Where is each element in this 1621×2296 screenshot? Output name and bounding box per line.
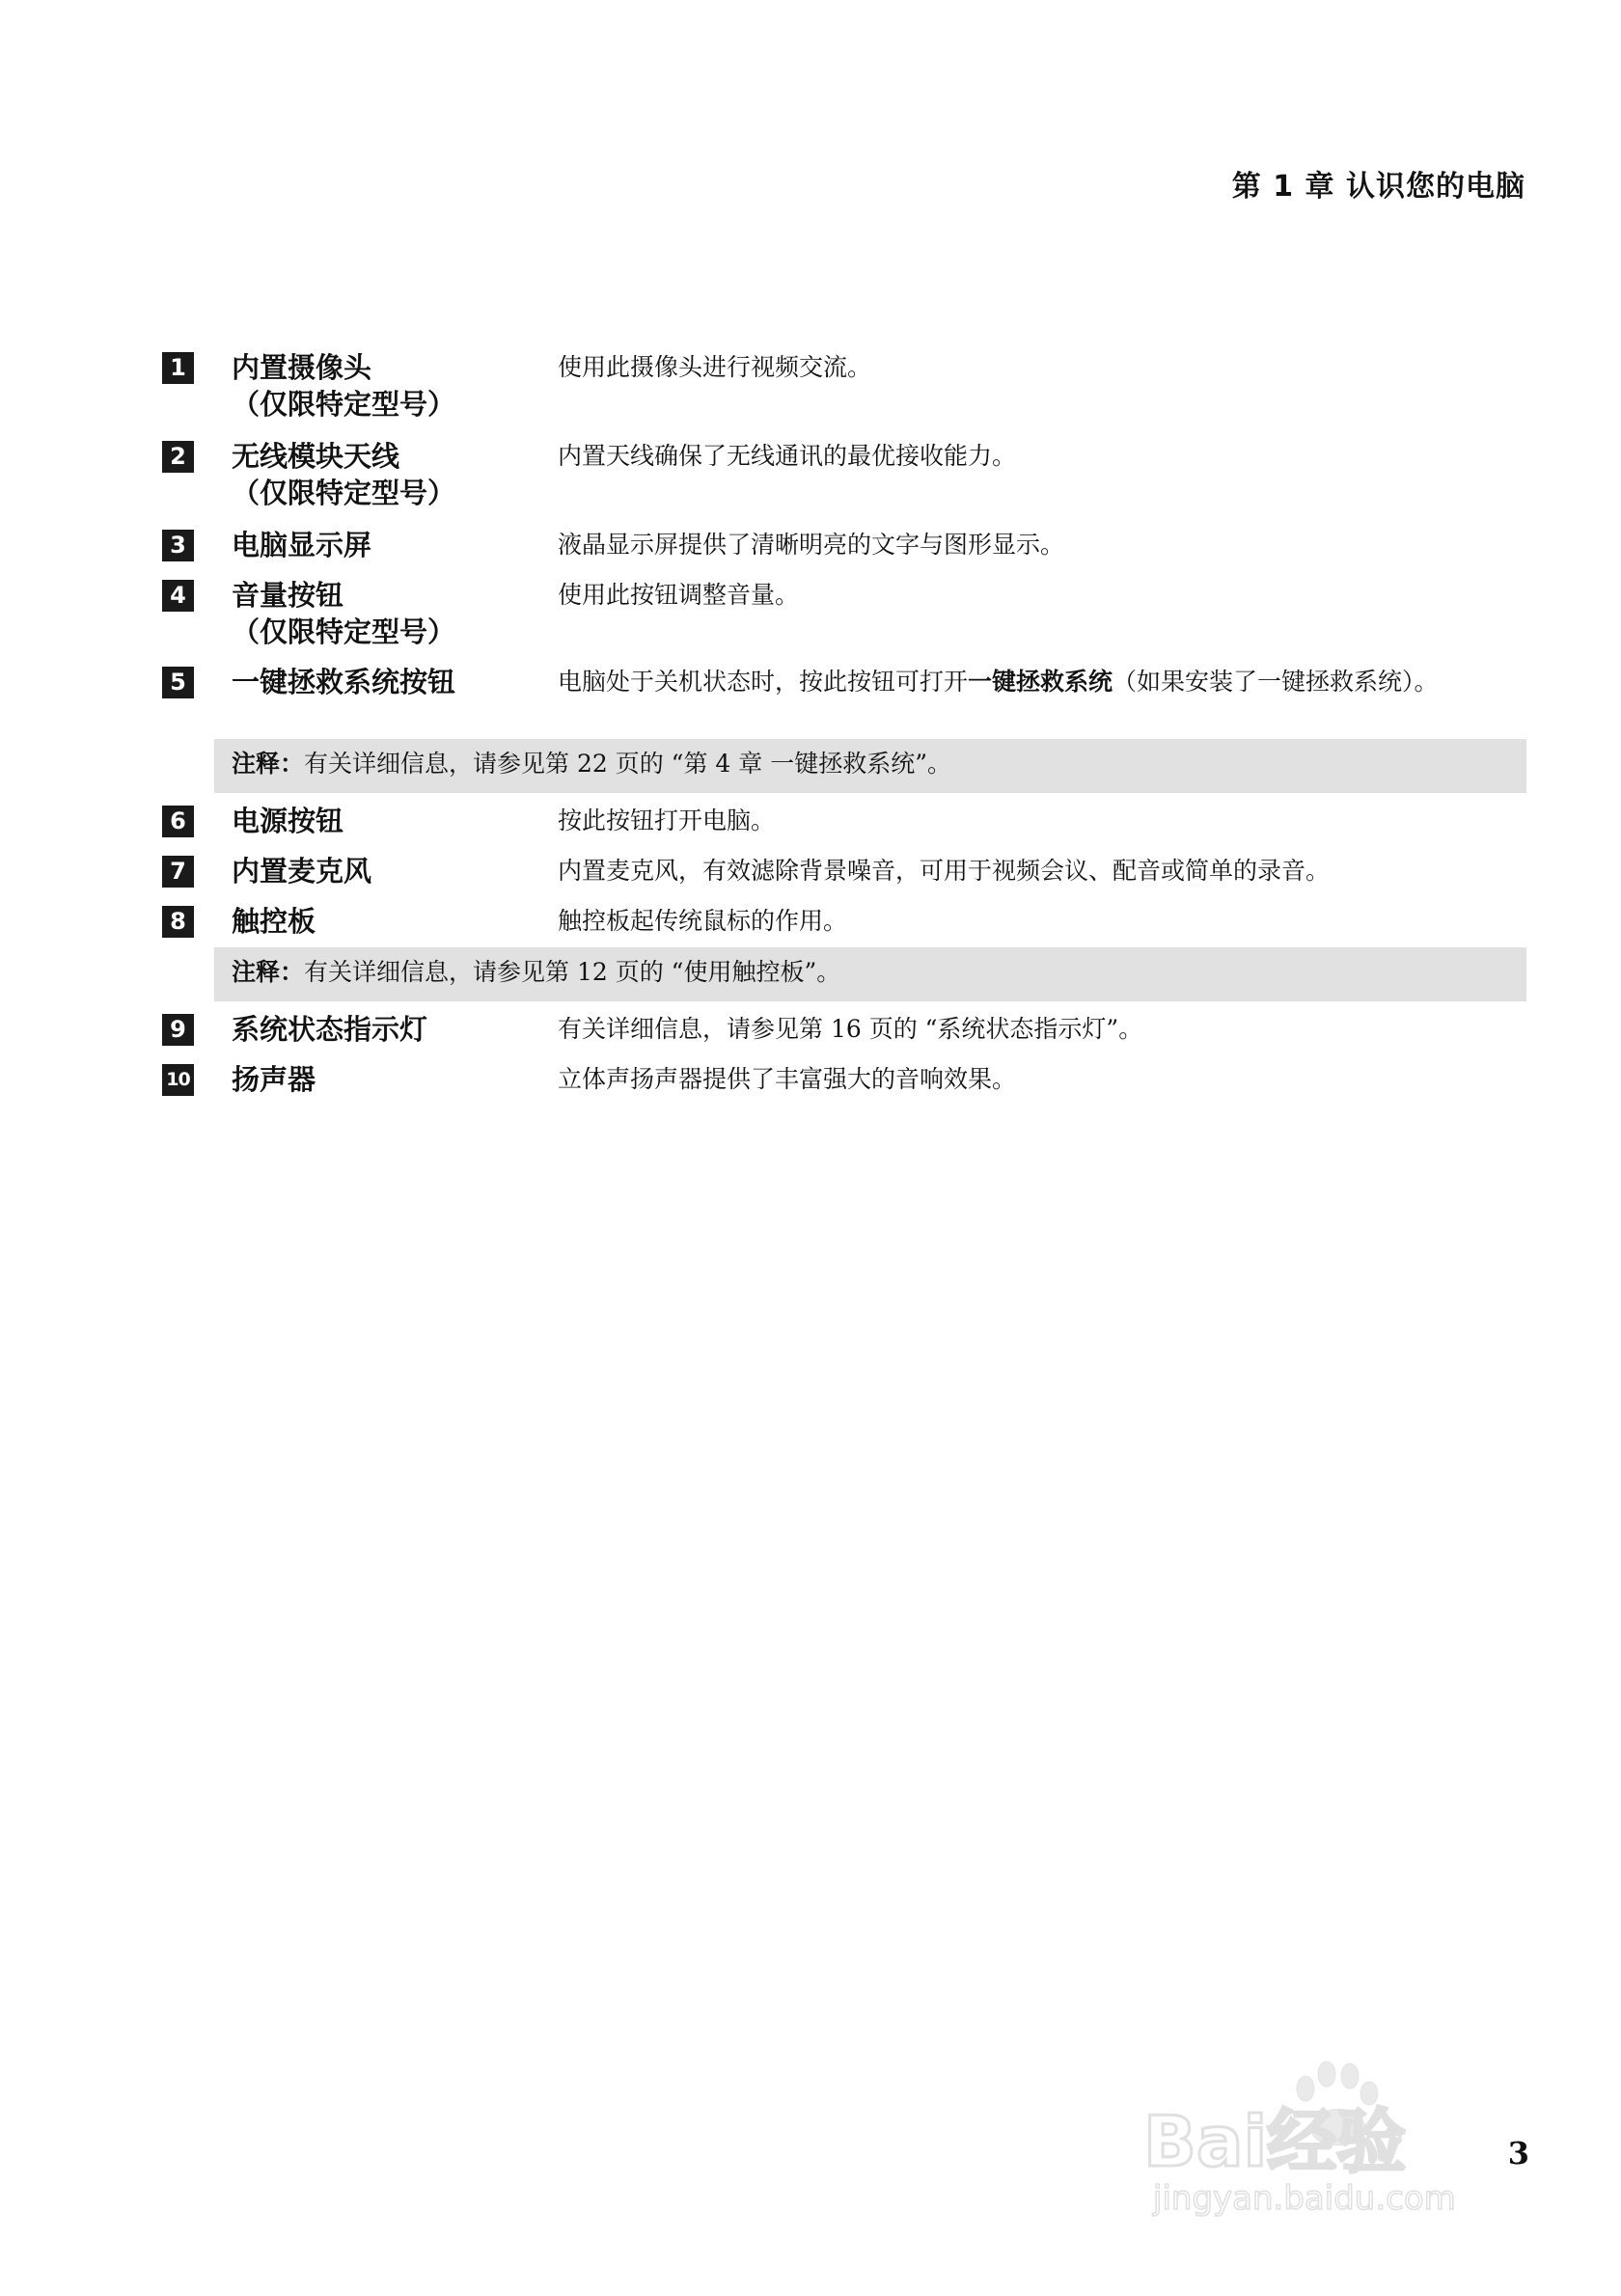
term-line: 无线模块天线 bbox=[232, 440, 400, 473]
item-term bbox=[232, 903, 540, 940]
item-term bbox=[232, 803, 540, 839]
note-text: 有关详细信息，请参见第 22 页的 “第 4 章 一键拯救系统”。 bbox=[304, 750, 951, 778]
page-number: 3 bbox=[1507, 2135, 1529, 2172]
list-item bbox=[162, 903, 1526, 947]
item-term bbox=[232, 1011, 540, 1048]
list-item bbox=[162, 349, 1526, 438]
item-description: 内置天线确保了无线通讯的最优接收能力。 bbox=[558, 442, 1017, 470]
term-line: 系统状态指示灯 bbox=[232, 1013, 428, 1046]
note-box bbox=[214, 739, 1526, 793]
item-number: 7 bbox=[162, 856, 194, 888]
term-line: 一键拯救系统按钮 bbox=[232, 666, 456, 698]
item-number: 8 bbox=[162, 906, 194, 938]
watermark-logo-text: Bai经验 bbox=[1143, 2101, 1407, 2182]
term-line: 内置麦克风 bbox=[232, 855, 372, 888]
item-number: 9 bbox=[162, 1014, 194, 1046]
note-label: 注释： bbox=[232, 750, 305, 778]
term-line: 电脑显示屏 bbox=[232, 529, 372, 561]
item-term bbox=[232, 577, 540, 650]
item-term bbox=[232, 349, 540, 423]
note-label: 注释： bbox=[232, 958, 305, 986]
list-item bbox=[162, 853, 1526, 903]
item-number: 10 bbox=[162, 1064, 194, 1096]
list-item bbox=[162, 438, 1526, 527]
term-line: 电源按钮 bbox=[232, 805, 344, 837]
list-item bbox=[162, 1061, 1526, 1111]
term-line-note: （仅限特定型号） bbox=[232, 477, 456, 509]
item-term bbox=[232, 438, 540, 511]
item-description: 按此按钮打开电脑。 bbox=[558, 806, 776, 834]
term-line: 触控板 bbox=[232, 905, 316, 938]
note-box bbox=[214, 947, 1526, 1001]
desc-emphasis: 一键拯救系统 bbox=[968, 668, 1113, 696]
desc-text: （如果安装了一键拯救系统）。 bbox=[1113, 668, 1439, 696]
term-line: 扬声器 bbox=[232, 1063, 316, 1096]
item-description: 有关详细信息，请参见第 16 页的 “系统状态指示灯”。 bbox=[558, 1015, 1143, 1043]
item-number: 4 bbox=[162, 580, 194, 612]
term-line-note: （仅限特定型号） bbox=[232, 615, 456, 648]
note-text: 有关详细信息，请参见第 12 页的 “使用触控板”。 bbox=[304, 958, 841, 986]
list-item bbox=[162, 803, 1526, 853]
item-number: 2 bbox=[162, 441, 194, 473]
item-description bbox=[558, 664, 1526, 698]
item-number: 3 bbox=[162, 530, 194, 561]
list-item bbox=[162, 527, 1526, 577]
chapter-header: 第 1 章 认识您的电脑 bbox=[1231, 170, 1525, 204]
baidu-watermark-logo bbox=[1134, 2036, 1539, 2219]
desc-text: 电脑处于关机状态时，按此按钮可打开 bbox=[558, 668, 969, 696]
item-description: 内置麦克风，有效滤除背景噪音，可用于视频会议、配音或简单的录音。 bbox=[558, 857, 1331, 885]
item-term bbox=[232, 664, 540, 700]
item-description: 液晶显示屏提供了清晰明亮的文字与图形显示。 bbox=[558, 531, 1065, 559]
item-number: 1 bbox=[162, 352, 194, 384]
list-item bbox=[162, 664, 1526, 739]
term-line-note: （仅限特定型号） bbox=[232, 388, 456, 421]
item-term bbox=[232, 527, 540, 563]
item-number: 5 bbox=[162, 667, 194, 698]
item-description: 立体声扬声器提供了丰富强大的音响效果。 bbox=[558, 1065, 1017, 1093]
list-item bbox=[162, 577, 1526, 664]
item-term bbox=[232, 1061, 540, 1098]
item-description: 触控板起传统鼠标的作用。 bbox=[558, 907, 848, 935]
component-list bbox=[162, 349, 1526, 1111]
list-item bbox=[162, 1011, 1526, 1061]
term-line: 音量按钮 bbox=[232, 579, 344, 612]
watermark-url: jingyan.baidu.com bbox=[1153, 2179, 1456, 2218]
item-description: 使用此按钮调整音量。 bbox=[558, 581, 800, 609]
term-line: 内置摄像头 bbox=[232, 351, 372, 384]
item-description: 使用此摄像头进行视频交流。 bbox=[558, 353, 872, 381]
item-number: 6 bbox=[162, 806, 194, 837]
item-term bbox=[232, 853, 540, 889]
